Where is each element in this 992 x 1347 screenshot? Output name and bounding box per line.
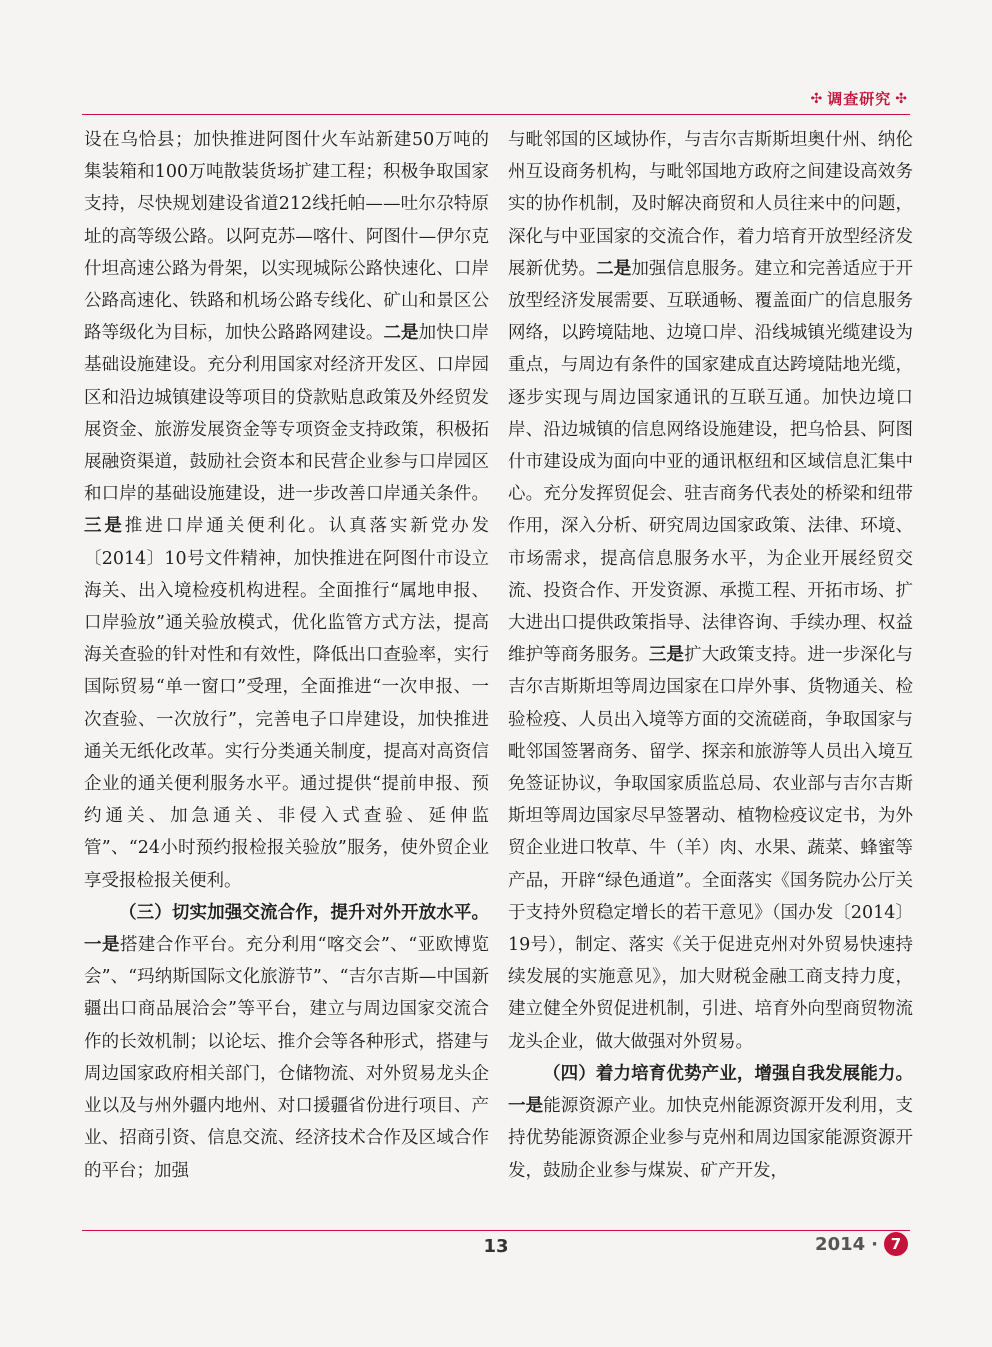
header-divider [82,114,910,115]
section-header [811,88,908,109]
issue-separator: · [871,1233,878,1255]
issue-label [815,1232,908,1256]
page-number: 13 [483,1236,509,1257]
left-column [84,124,489,1187]
section-heading: （四）着力培育优势产业，增强自我发展能力。 [543,1063,913,1084]
ornament-icon: ✣ [810,90,824,107]
bold-lead: 二是 [383,323,419,344]
bold-lead: 一是 [508,1096,544,1117]
paragraph [84,897,489,1187]
bold-lead: 二是 [596,258,632,279]
section-title: 调查研究 [827,90,892,108]
issue-number-badge: 7 [884,1232,908,1256]
body-text: 与毗邻国的区域协作，与吉尔吉斯斯坦奥什州、纳伦州互设商务机构，与毗邻国地方政府之间建设高效务实的协作机制，及时解决商贸和人员往来中的问题，深化与中亚国家的交流合作，着力培育开放型经济发展新优势。 [508,130,913,279]
body-text: 设在乌恰县；加快推进阿图什火车站新建50万吨的集装箱和100万吨散装货场扩建工程；积极争取国家支持，尽快规划建设省道212线托帕——吐尔尕特原址的高等级公路。以阿克苏—喀什、阿图什—伊尔克什坦高速公路为骨架，以实现城际公路快速化、口岸公路高速化、铁路和机场公路专线化、矿山和景区公路等级化为目标，加快公路路网建设。 [84,130,489,344]
right-column [508,124,913,1187]
body-text: 能源资源产业。加快克州能源资源开发利用，支持优势能源资源企业参与克州和周边国家能源资源开发，鼓励企业参与煤炭、矿产开发， [508,1096,914,1181]
paragraph [84,124,489,897]
body-text: 扩大政策支持。进一步深化与吉尔吉斯斯坦等周边国家在口岸外事、货物通关、检验检疫、人员出入境等方面的交流磋商，争取国家与毗邻国签署商务、留学、探亲和旅游等人员出入境互免签证协议，争取国家质监总局、农业部与吉尔吉斯斯坦等周边国家尽早签署动、植物检疫议定书，为外贸企业进口牧草、牛（羊）肉、水果、蔬菜、蜂蜜等产品，开辟“绿色通道”。全面落实《国务院办公厅关于支持外贸稳定增长的若干意见》（国办发〔2014〕19号），制定、落实《关于促进克州对外贸易快速持续发展的实施意见》，加大财税金融工商支持力度，建立健全外贸促进机制，引进、培育外向型商贸物流龙头企业，做大做强对外贸易。 [508,645,914,1052]
ornament-icon: ✣ [895,90,908,107]
bold-lead: 三是 [84,516,125,537]
body-text: 加强信息服务。建立和完善适应于开放型经济发展需要、互联通畅、覆盖面广的信息服务网络，以跨境陆地、边境口岸、沿线城镇光缆建设为重点，与周边有条件的国家建成直达跨境陆地光缆，逐步实现与周边国家通讯的互联互通。加快边境口岸、沿边城镇的信息网络设施建设，把乌恰县、阿图什市建设成为面向中亚的通讯枢纽和区域信息汇集中心。充分发挥贸促会、驻吉商务代表处的桥梁和纽带作用，深入分析、研究周边国家政策、法律、环境、市场需求，提高信息服务水平，为企业开展经贸交流、投资合作、开发资源、承揽工程、开拓市场、扩大进出口提供政策指导、法律咨询、手续办理、权益维护等商务服务。 [508,258,914,666]
bold-lead: 一是 [84,935,120,956]
body-text: 推进口岸通关便利化。认真落实新党办发〔2014〕10号文件精神，加快推进在阿图什市设立海关、出入境检疫机构进程。全面推行“属地申报、口岸验放”通关验放模式，优化监管方式方法，提高海关查验的针对性和有效性，降低出口查验率，实行国际贸易“单一窗口”受理，全面推进“一次申报、一次查验、一次放行”，完善电子口岸建设，加快推进通关无纸化改革。实行分类通关制度，提高对高资信企业的通关便利服务水平。通过提供“提前申报、预约通关、加急通关、非侵入式查验、延伸监管”、“24小时预约报检报关验放”服务，使外贸企业享受报检报关便利。 [84,516,490,891]
issue-year: 2014 [815,1233,866,1255]
section-heading: （三）切实加强交流合作，提升对外开放水平。 [119,902,489,923]
paragraph [508,1058,913,1187]
footer-divider [82,1230,910,1231]
bold-lead: 三是 [648,645,685,666]
body-text: 搭建合作平台。充分利用“喀交会”、“亚欧博览会”、“玛纳斯国际文化旅游节”、“吉尔吉斯—中国新疆出口商品展洽会”等平台，建立与周边国家交流合作的长效机制；以论坛、推介会等各种形式，搭建与周边国家政府相关部门，仓储物流、对外贸易龙头企业以及与州外疆内地州、对口援疆省份进行项目、产业、招商引资、信息交流、经济技术合作及区域合作的平台；加强 [84,935,490,1181]
body-text: 加快口岸基础设施建设。充分利用国家对经济开发区、口岸园区和沿边城镇建设等项目的贷款贴息政策及外经贸发展资金、旅游发展资金等专项资金支持政策，积极拓展融资渠道，鼓励社会资本和民营企业参与口岸园区和口岸的基础设施建设，进一步改善口岸通关条件。 [84,323,490,505]
paragraph [508,124,913,1058]
